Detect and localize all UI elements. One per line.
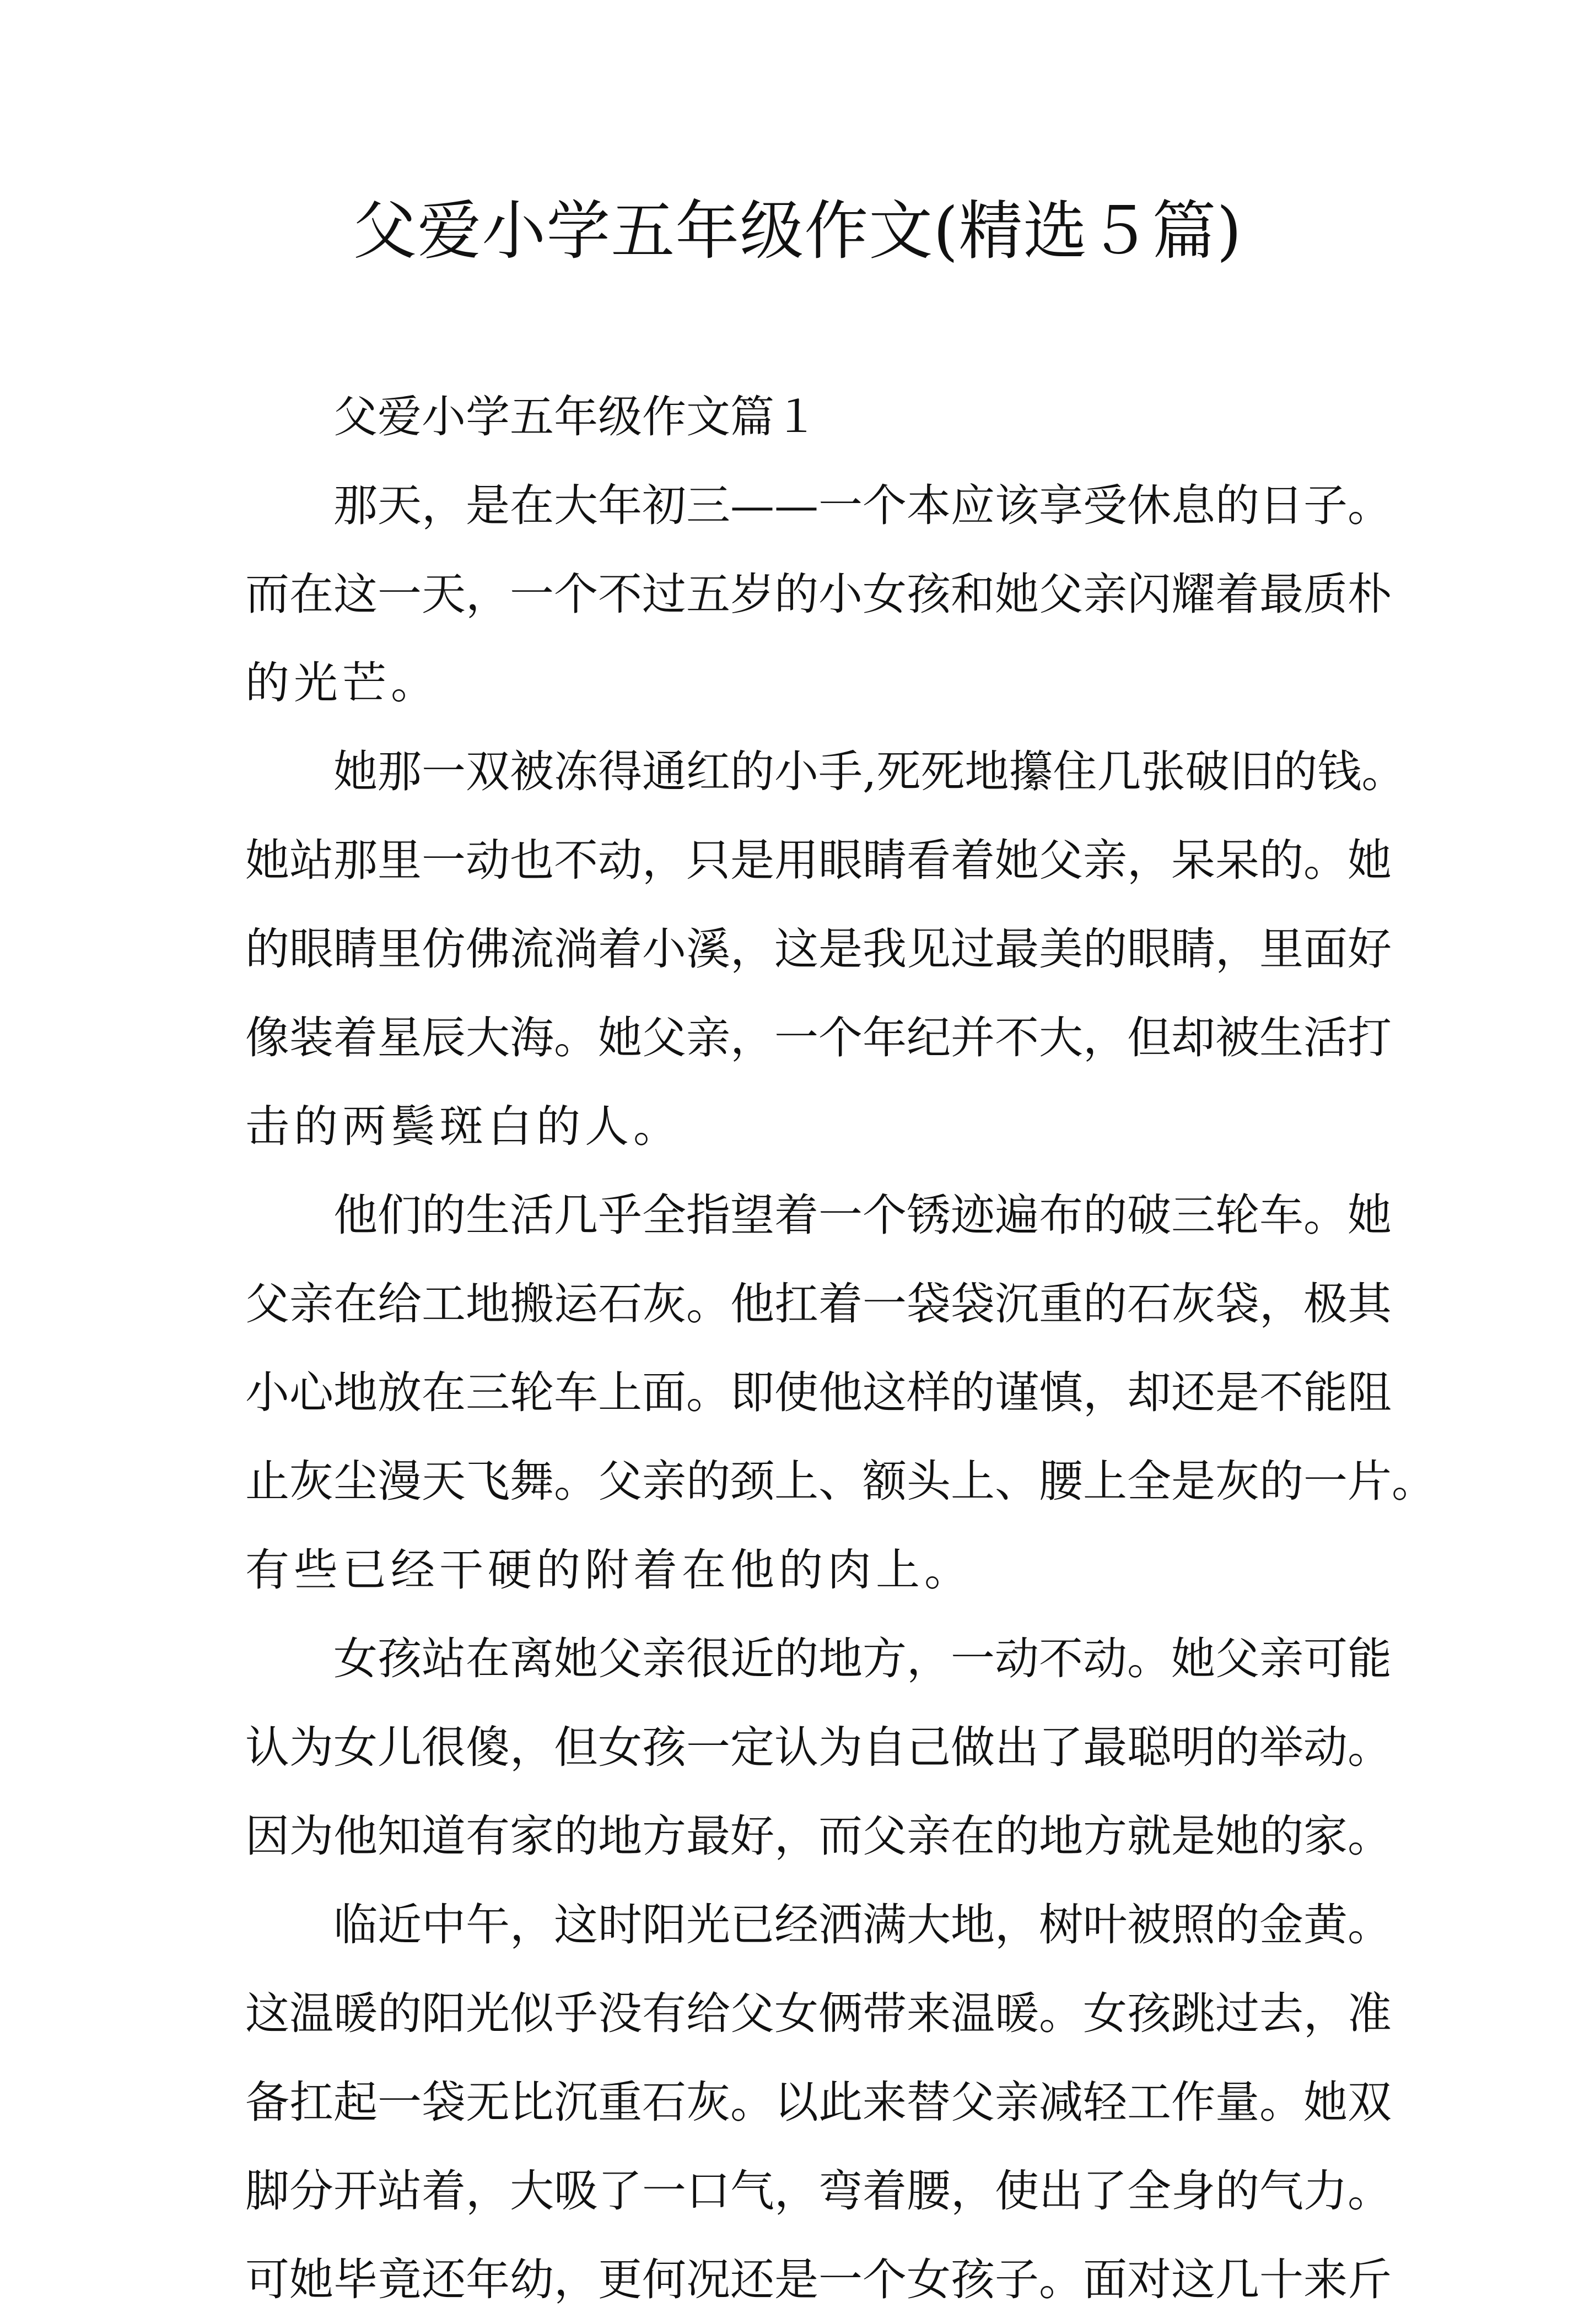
paragraph-line: 备扛起一袋无比沉重石灰。以此来替父亲减轻工作量。她双 (245, 2077, 1392, 2128)
paragraph-line: 有些已经干硬的附着在他的肉上。 (245, 1544, 973, 1596)
paragraph-line: 她站那里一动也不动，只是用眼睛看着她父亲，呆呆的。她 (245, 835, 1392, 886)
paragraph-line: 脚分开站着，大吸了一口气，弯着腰，使出了全身的气力。 (245, 2165, 1392, 2217)
paragraph-line: 认为女儿很傻，但女孩一定认为自己做出了最聪明的举动。 (245, 1722, 1392, 1773)
paragraph-line: 这温暖的阳光似乎没有给父女俩带来温暖。女孩跳过去，准 (245, 1988, 1392, 2039)
paragraph-line: 小心地放在三轮车上面。即使他这样的谨慎，却还是不能阻 (245, 1367, 1392, 1418)
paragraph-line: 那天，是在大年初三——一个本应该享受休息的日子。 (333, 480, 1392, 531)
paragraph-line: 而在这一天，一个不过五岁的小女孩和她父亲闪耀着最质朴 (245, 569, 1392, 620)
paragraph-line: 他们的生活几乎全指望着一个锈迹遍布的破三轮车。她 (333, 1190, 1392, 1241)
paragraph-line: 临近中午，这时阳光已经洒满大地，树叶被照的金黄。 (333, 1899, 1392, 1950)
paragraph-line: 可她毕竟还年幼，更何况还是一个女孩子。面对这几十来斤 (245, 2254, 1392, 2305)
paragraph-line: 的光芒。 (245, 657, 439, 709)
paragraph-line: 击的两鬓斑白的人。 (245, 1101, 682, 1152)
document-title: 父爱小学五年级作文(精选５篇) (353, 194, 1242, 268)
paragraph-line: 止灰尘漫天飞舞。父亲的颈上、额头上、腰上全是灰的一片。 (245, 1456, 1436, 1507)
section-heading: 父爱小学五年级作文篇１ (333, 391, 818, 442)
paragraph-line: 她那一双被冻得通红的小手,死死地攥住几张破旧的钱。 (333, 746, 1406, 797)
paragraph-line: 父亲在给工地搬运石灰。他扛着一袋袋沉重的石灰袋，极其 (245, 1278, 1392, 1329)
document-body (245, 372, 1436, 2324)
paragraph-line: 因为他知道有家的地方最好，而父亲在的地方就是她的家。 (245, 1810, 1392, 1862)
paragraph-line: 女孩站在离她父亲很近的地方，一动不动。她父亲可能 (333, 1633, 1392, 1684)
paragraph-line: 像装着星辰大海。她父亲，一个年纪并不大，但却被生活打 (245, 1012, 1392, 1063)
paragraph-line: 的眼睛里仿佛流淌着小溪，这是我见过最美的眼睛，里面好 (245, 923, 1392, 975)
